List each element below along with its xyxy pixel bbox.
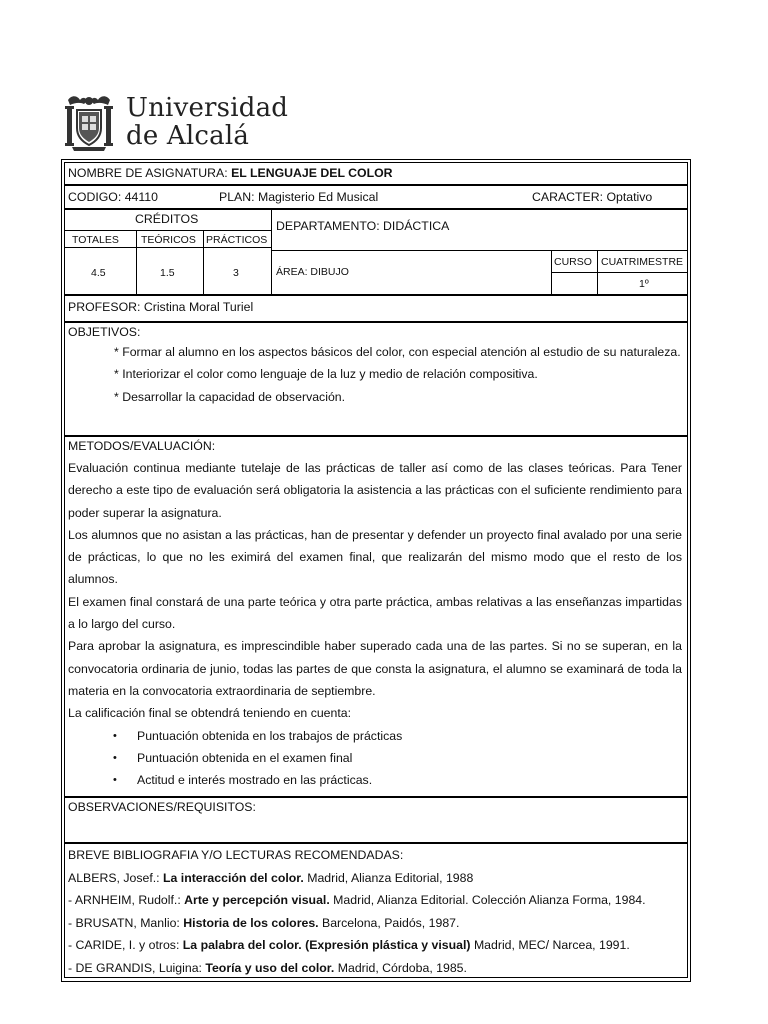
subject-character: CARACTER: Optativo — [532, 190, 653, 204]
bib-work: La palabra del color. (Expresión plástica y visual) — [182, 938, 471, 953]
bib-author: - BRUSATN, Manlio: — [68, 915, 180, 930]
list-item: • Actitud e interés mostrado en las prácticas. — [68, 769, 682, 791]
university-logo — [64, 92, 289, 154]
bibliography-title: BREVE BIBLIOGRAFIA Y/O LECTURAS RECOMENDADAS: — [68, 848, 404, 862]
bib-work: La interacción del color. — [163, 870, 304, 885]
subject-name — [68, 165, 393, 181]
subject-name-value: EL LENGUAJE DEL COLOR — [231, 166, 393, 180]
grading-criteria-list — [68, 725, 682, 792]
bib-author: - ARNHEIM, Rudolf.: — [68, 893, 181, 908]
credits-header-practicos: PRÁCTICOS — [206, 234, 268, 246]
semester-value: 1º — [639, 278, 649, 290]
methods-text — [68, 457, 682, 791]
methods-paragraph: El examen final constará de una parte teórica y otra parte práctica, ambas relativas a las enseñanzas impartidas a lo largo del curso. — [68, 594, 682, 632]
bib-author: - DE GRANDIS, Luigina: — [68, 960, 202, 975]
bib-work: Historia de los colores. — [183, 915, 319, 930]
methods-section — [64, 436, 688, 797]
bib-author: - CARIDE, I. y otros: — [68, 938, 180, 953]
bib-publisher: Madrid, MEC/ Narcea, 1991. — [473, 938, 630, 953]
bib-author: ALBERS, Josef.: — [68, 870, 160, 885]
methods-paragraph: La calificación final se obtendrá teniendo en cuenta: — [68, 706, 352, 721]
list-item: • Puntuación obtenida en el examen final — [68, 747, 682, 769]
university-name-line2: de Alcalá — [126, 121, 250, 151]
course-sheet — [61, 159, 691, 982]
methods-paragraph: Para aprobar la asignatura, es imprescindible haber superado cada una de las partes. Si no se superan, en la convocatoria ordinaria de junio, todas las partes de que consta la asignatura, el alumno se examinará de toda la materia en la convocatoria extraordinaria de septiembre. — [68, 639, 682, 698]
bib-publisher: Madrid, Alianza Editorial. Colección Alianza Forma, 1984. — [333, 893, 646, 908]
credits-header-teoricos: TEÓRICOS — [141, 234, 196, 246]
bibliography-section — [64, 843, 688, 978]
bibliography-entry — [68, 867, 682, 890]
objective-item: * Interiorizar el color como lenguaje de la luz y medio de relación compositiva. — [114, 367, 538, 382]
subject-plan: PLAN: Magisterio Ed Musical — [219, 190, 379, 204]
objectives-title: OBJETIVOS: — [68, 325, 141, 339]
credits-value-teoricos: 1.5 — [160, 267, 175, 279]
semester-label: CUATRIMESTRE — [601, 256, 684, 268]
bibliography-entry — [68, 889, 682, 912]
bib-work: Teoría y uso del color. — [205, 960, 335, 975]
bib-publisher: Madrid, Alianza Editorial, 1988 — [307, 870, 474, 885]
university-name-line1: Universidad — [126, 93, 289, 123]
bibliography-entry — [68, 934, 682, 957]
bibliography-list — [68, 844, 682, 980]
crest-icon — [64, 92, 114, 152]
department: DEPARTAMENTO: DIDÁCTICA — [276, 219, 450, 233]
objective-item: * Formar al alumno en los aspectos básicos del color, con especial atención al estudio de su naturaleza. — [114, 345, 681, 359]
bibliography-entry — [68, 957, 682, 980]
observations-section — [64, 797, 688, 843]
observations-title: OBSERVACIONES/REQUISITOS: — [68, 800, 256, 814]
bib-publisher: Barcelona, Paidós, 1987. — [322, 915, 460, 930]
bib-work: Arte y percepción visual. — [184, 893, 330, 908]
university-name — [126, 94, 288, 150]
course-label: CURSO — [554, 256, 592, 268]
methods-title: METODOS/EVALUACIÓN: — [68, 439, 216, 453]
methods-paragraph: Los alumnos que no asistan a las prácticas, han de presentar y defender un proyecto final avalado por una serie de prácticas, lo que no les eximirá del examen final, que realizarán del mismo modo que el resto de los alumnos. — [68, 527, 682, 587]
credits-title: CRÉDITOS — [135, 212, 199, 226]
methods-paragraph: Evaluación continua mediante tutelaje de las prácticas de taller así como de las clases teóricas. Para Tener derecho a este tipo de evaluación será obligatoria la asistencia a las prácticas con el suficiente rendimiento para poder superar la asignatura. — [68, 461, 682, 520]
subject-name-label: NOMBRE DE ASIGNATURA: — [68, 166, 228, 180]
professor: PROFESOR: Cristina Moral Turiel — [68, 300, 254, 314]
professor-row — [64, 295, 688, 322]
subject-code: CODIGO: 44110 — [68, 190, 158, 204]
list-item: • Puntuación obtenida en los trabajos de prácticas — [68, 725, 682, 747]
credits-value-practicos: 3 — [233, 267, 239, 279]
bibliography-entry — [68, 912, 682, 935]
bib-publisher: Madrid, Córdoba, 1985. — [337, 960, 467, 975]
subject-name-row — [64, 162, 688, 185]
subject-code-row — [64, 185, 688, 209]
objectives-section — [64, 322, 688, 436]
objectives-list — [68, 341, 682, 408]
credits-header-totales: TOTALES — [72, 234, 119, 246]
area: ÁREA: DIBUJO — [276, 266, 349, 278]
objective-item: * Desarrollar la capacidad de observación. — [114, 389, 346, 404]
credits-value-totales: 4.5 — [91, 267, 106, 279]
credits-row — [64, 209, 688, 295]
